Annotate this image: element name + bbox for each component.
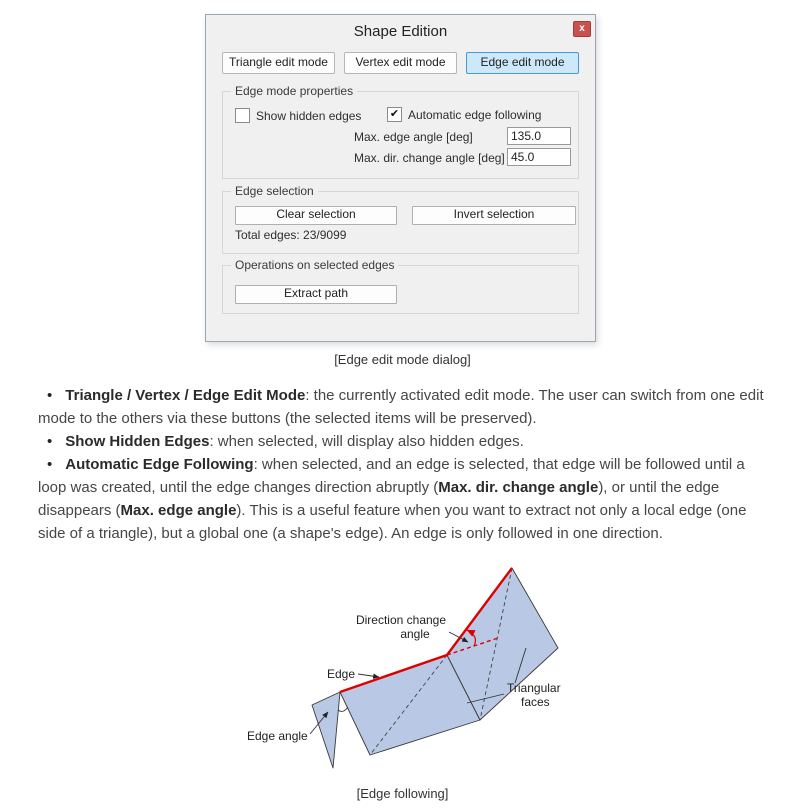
checkbox-label: Automatic edge following [408,107,542,122]
group-title: Operations on selected edges [231,258,398,272]
edge-edit-mode-button[interactable]: Edge edit mode [466,52,579,74]
direction-change-label-line2: angle [400,627,430,641]
bullet-text: ), or until the edge disappears ( [38,479,720,519]
automatic-edge-following-checkbox[interactable] [387,107,541,122]
max-edge-angle-label: Max. edge angle [deg] [354,130,473,144]
extract-path-button[interactable]: Extract path [235,285,397,304]
group-title: Edge selection [231,184,318,198]
bullet-icon: • [47,433,53,450]
bullet-bold-text: Max. edge angle [120,502,237,519]
edge-following-diagram [215,556,595,784]
max-dir-change-angle-label: Max. dir. change angle [deg] [354,151,505,165]
edge-angle-label: Edge angle [247,729,308,743]
bullet-edit-modes [38,384,772,430]
invert-selection-button[interactable]: Invert selection [412,206,576,225]
diagram-caption: [Edge following] [356,786,449,801]
triangular-faces-label-line2: faces [521,695,550,709]
checkmark-icon: ✔ [389,108,400,120]
clear-selection-button[interactable]: Clear selection [235,206,397,225]
max-dir-change-angle-input[interactable] [507,148,571,166]
edge-leader-line [358,674,379,677]
edge-selection-group [222,184,579,254]
edge-angle-arc [338,707,348,711]
bullet-text: : the currently activated edit mode. The user can switch from one edit mode to the others via these buttons (the selected items will be preserved). [38,387,764,427]
bullet-bold-text: Automatic Edge Following [65,456,254,473]
bullet-text: : when selected, and an edge is selected, that edge will be followed until a loop was created, until the edge changes direction abruptly ( [38,456,745,496]
bullet-bold-text: Max. dir. change angle [438,479,599,496]
bullet-icon: • [47,387,53,404]
checkbox-label: Show hidden edges [256,108,362,123]
close-icon[interactable]: x [573,21,591,37]
bullet-bold-text: Show Hidden Edges [65,433,210,450]
shape-edition-dialog [205,14,596,342]
bullet-bold-text: Triangle / Vertex / Edge Edit Mode [65,387,306,404]
documentation-text [38,384,772,545]
shape-face-fin [312,692,340,768]
group-title: Edge mode properties [231,84,357,98]
bullet-text: ). This is a useful feature when you want to extract not only a local edge (one side of a triangle), but a global one (a shape's edge). An edge is only followed in one direction. [38,502,747,542]
bullet-automatic-edge-following [38,453,772,545]
edge-mode-properties-group [222,84,579,179]
bullet-text: : when selected, will display also hidden edges. [209,433,524,450]
dialog-caption: [Edge edit mode dialog] [334,352,471,367]
checkbox-box [235,108,250,123]
triangle-edit-mode-button[interactable]: Triangle edit mode [222,52,335,74]
edit-mode-button-row [222,52,579,74]
max-edge-angle-input[interactable] [507,127,571,145]
checkbox-box [387,107,402,122]
operations-group [222,258,579,314]
dialog-title: Shape Edition [353,23,448,40]
bullet-icon: • [47,456,53,473]
vertex-edit-mode-button[interactable]: Vertex edit mode [344,52,457,74]
direction-change-label: Direction change [355,613,447,627]
triangular-faces-label: Triangular [507,681,561,695]
dialog-titlebar[interactable] [206,15,595,45]
total-edges-count: Total edges: 23/9099 [235,228,347,242]
show-hidden-edges-checkbox[interactable] [235,108,361,123]
edge-label: Edge [326,667,355,681]
bullet-show-hidden-edges [38,430,772,453]
